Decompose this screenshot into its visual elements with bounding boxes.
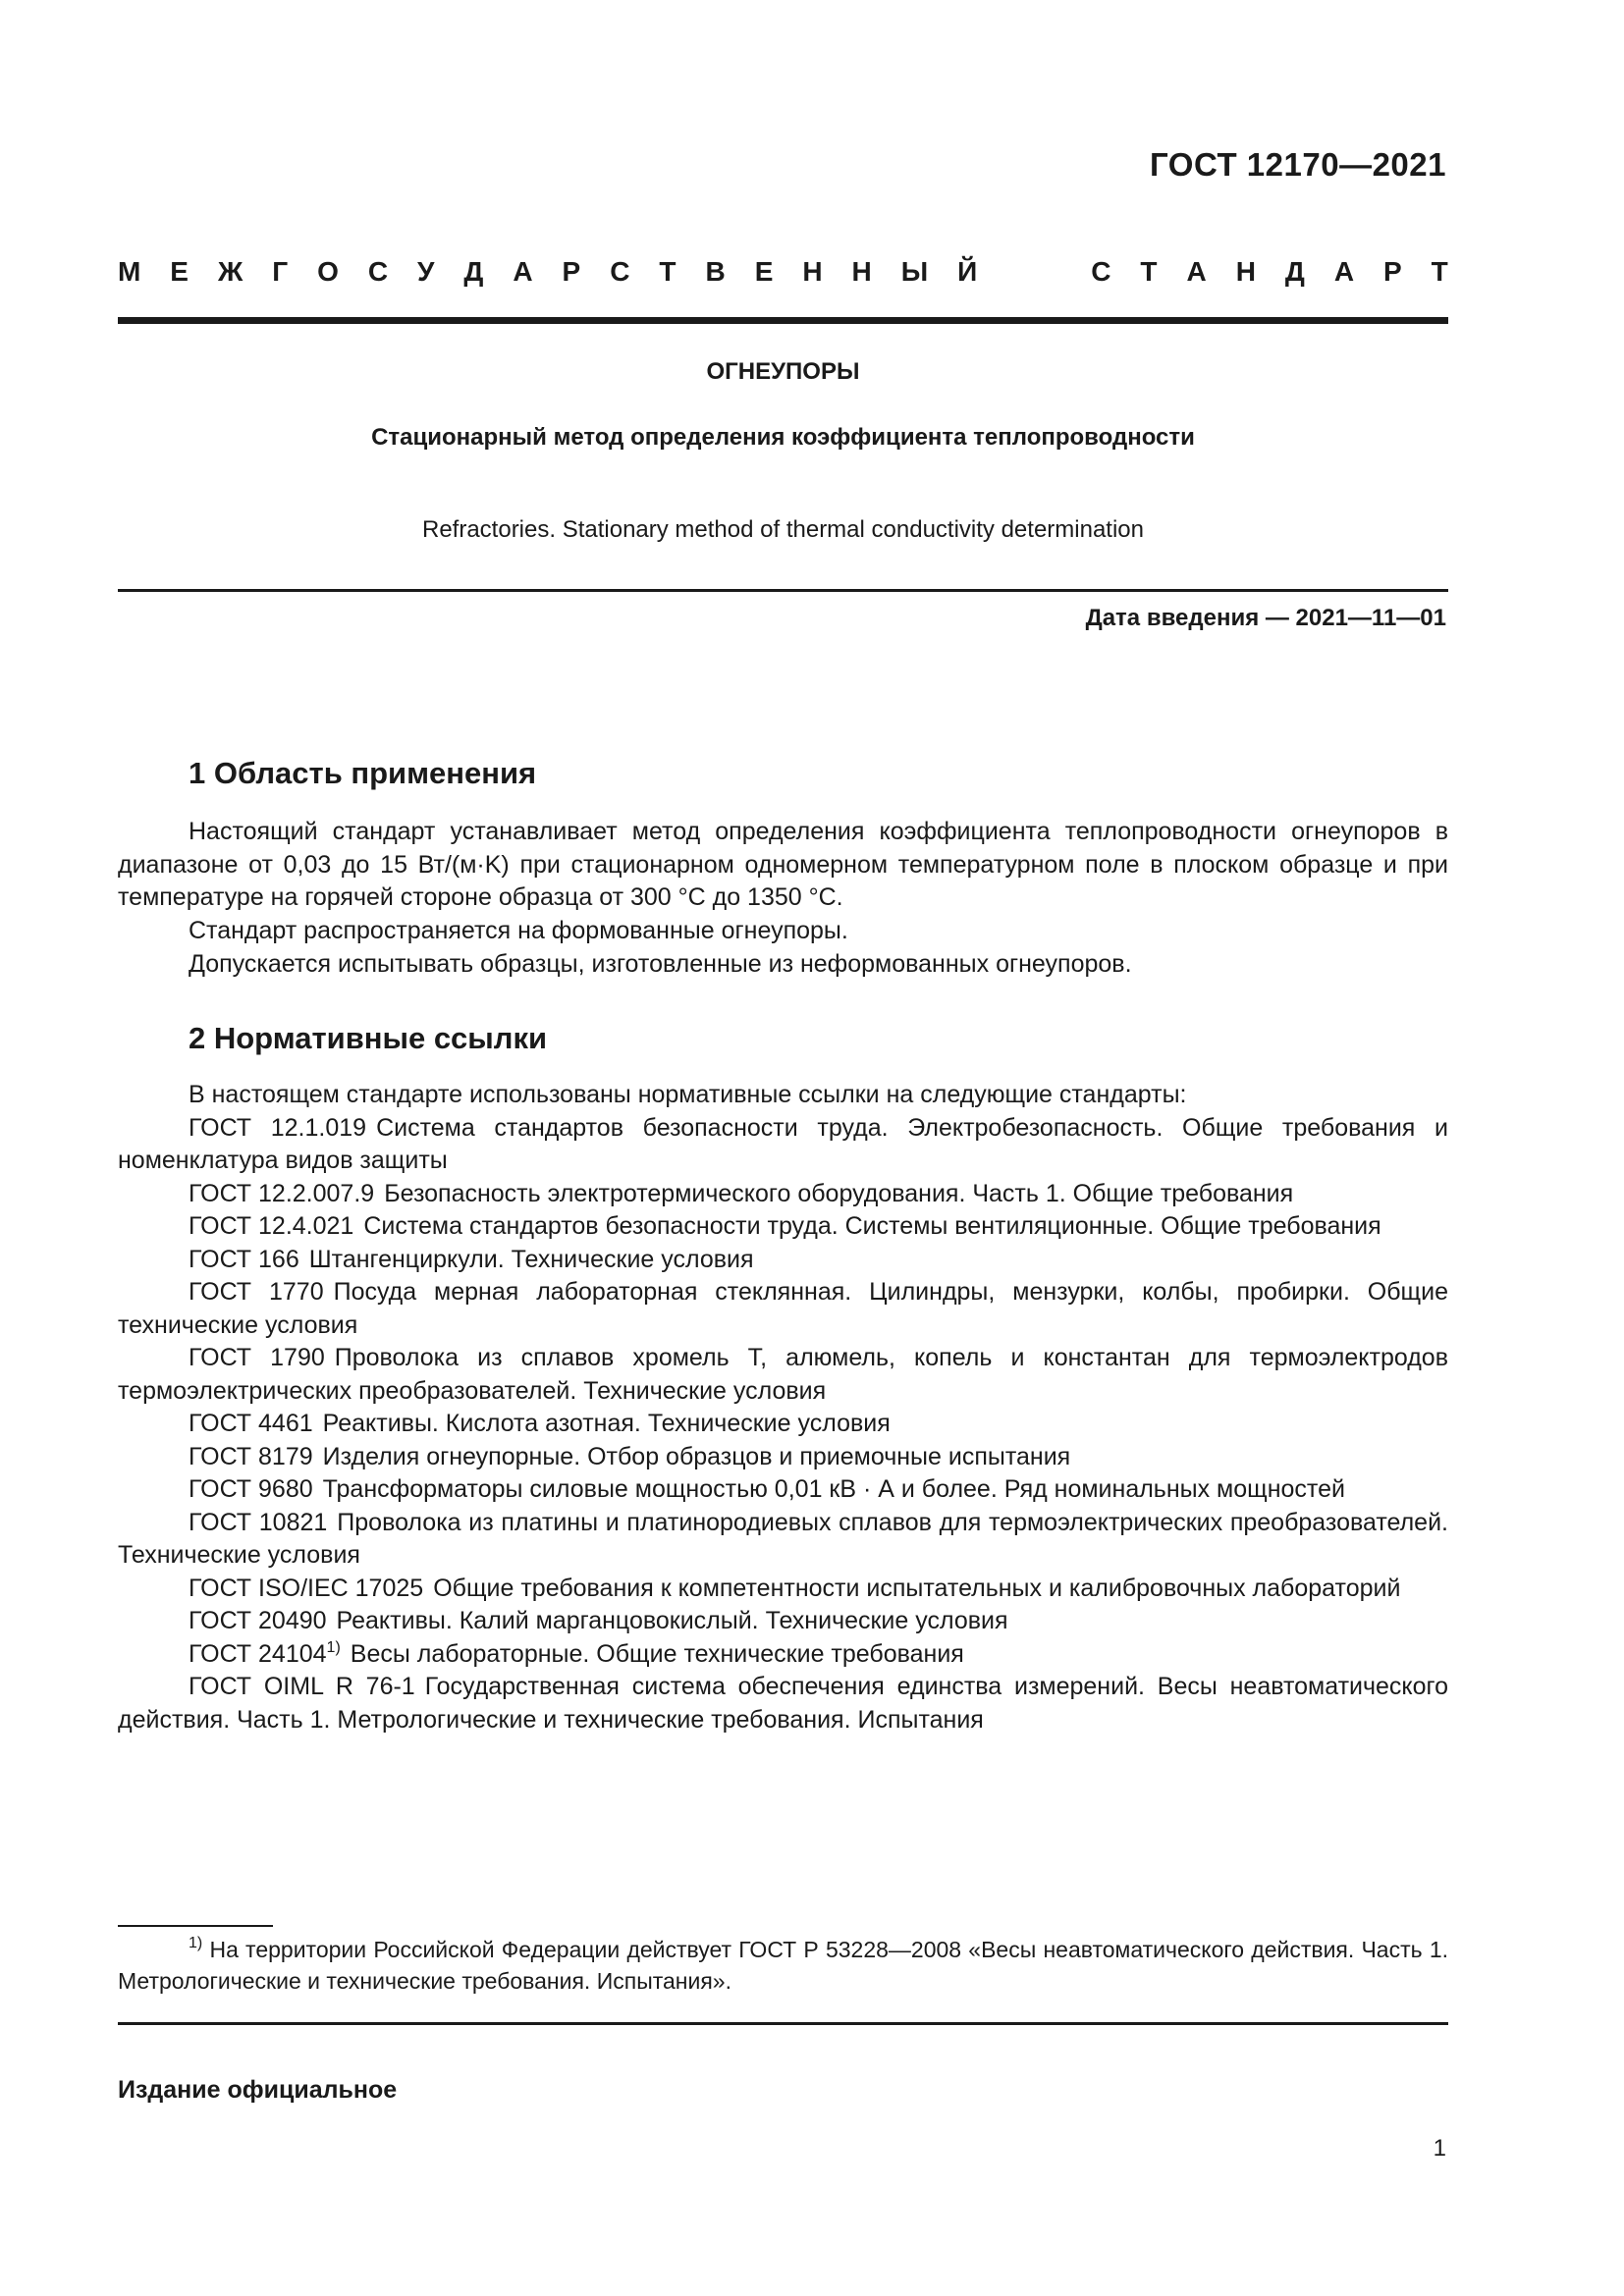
banner-letter: Е — [170, 256, 189, 287]
section-2-heading: 2 Нормативные ссылки — [189, 1021, 548, 1055]
banner-letter: Т — [1140, 256, 1158, 287]
reference-code: ГОСТ 8179 — [189, 1442, 313, 1470]
document-number: ГОСТ 12170—2021 — [1150, 146, 1446, 183]
reference-title: Реактивы. Калий марганцовокислый. Технические условия — [336, 1607, 1008, 1634]
reference-title: Государственная система обеспечения единства измерений. Весы неавтоматического действия. Часть 1. Метрологические и технические требования. Испытания — [118, 1673, 1449, 1734]
banner-letter: Ж — [217, 256, 244, 287]
introduction-date: Дата введения — 2021—11—01 — [1085, 605, 1446, 631]
banner-letter: С — [610, 256, 630, 287]
banner-letter: А — [1186, 256, 1207, 287]
document-subtitle: Стационарный метод определения коэффициента теплопроводности — [371, 424, 1195, 451]
banner-letter: С — [367, 256, 389, 287]
banner-letter: А — [513, 256, 533, 287]
reference-title: Реактивы. Кислота азотная. Технические условия — [322, 1410, 891, 1437]
reference-item — [118, 1473, 1448, 1507]
reference-title: Система стандартов безопасности труда. Электробезопасность. Общие требования и номенклатура видов защиты — [118, 1113, 1448, 1174]
reference-code: ГОСТ 12.1.019 — [189, 1113, 367, 1142]
reference-item — [118, 1573, 1448, 1606]
reference-item — [118, 1112, 1448, 1178]
reference-title: Система стандартов безопасности труда. Системы вентиляционные. Общие требования — [363, 1212, 1381, 1240]
reference-code: ГОСТ 20490 — [189, 1607, 327, 1634]
banner-letter: Д — [463, 256, 484, 287]
reference-title: Посуда мерная лабораторная стеклянная. Цилиндры, мензурки, колбы, пробирки. Общие технические условия — [118, 1278, 1448, 1339]
reference-code: ГОСТ 4461 — [189, 1410, 313, 1437]
banner-letter: Д — [1284, 256, 1305, 287]
footnote-separator — [118, 1925, 273, 1927]
page-number: 1 — [1433, 2135, 1446, 2162]
reference-title: Безопасность электротермического оборудования. Часть 1. Общие требования — [384, 1179, 1294, 1207]
reference-title: Изделия огнеупорные. Отбор образцов и приемочные испытания — [322, 1442, 1071, 1470]
reference-item — [118, 1605, 1448, 1638]
banner-letter: Н — [851, 256, 872, 287]
document-title: ОГНЕУПОРЫ — [706, 358, 860, 385]
footnote — [118, 1934, 1448, 1997]
section-1-paragraph: Настоящий стандарт устанавливает метод определения коэффициента теплопроводности огнеупоров в диапазоне от 0,03 до 15 Вт/(м·K) при стационарном одномерном температурном поле в плоском образце и при температуре на горячей стороне образца от 300 °С до 1350 °С. — [118, 818, 1448, 911]
official-edition-label: Издание официальное — [118, 2076, 398, 2104]
reference-title: Проволока из платины и платинородиевых сплавов для термоэлектрических преобразователей. Технические условия — [118, 1508, 1449, 1569]
reference-code: ГОСТ 1790 — [189, 1344, 325, 1371]
reference-code: ГОСТ 166 — [189, 1245, 299, 1273]
reference-title: Общие требования к компетентности испытательных и калибровочных лабораторий — [433, 1574, 1401, 1602]
banner-letter: Т — [1431, 256, 1448, 287]
section-1-paragraph: Стандарт распространяется на формованные огнеупоры. — [189, 917, 848, 944]
reference-item — [118, 1178, 1448, 1211]
reference-title: Штангенциркули. Технические условия — [308, 1245, 754, 1273]
banner-letter: Ы — [900, 256, 929, 287]
reference-code: ГОСТ 1770 — [189, 1278, 324, 1306]
reference-item — [118, 1408, 1448, 1441]
reference-title: Трансформаторы силовые мощностью 0,01 кВ · А и более. Ряд номинальных мощностей — [322, 1475, 1345, 1503]
banner-letter: Р — [562, 256, 581, 287]
reference-item — [118, 1342, 1448, 1408]
banner-letter: Н — [1235, 256, 1256, 287]
reference-code: ГОСТ ISO/IEC 17025 — [189, 1574, 424, 1602]
reference-code: ГОСТ 12.2.007.9 — [189, 1179, 375, 1207]
section-1-heading: 1 Область применения — [189, 756, 537, 790]
footer-rule — [118, 2022, 1448, 2025]
banner-letter: А — [1333, 256, 1355, 287]
banner-letter: Р — [1383, 256, 1402, 287]
header-thick-rule — [118, 317, 1448, 324]
banner-letter: Т — [659, 256, 677, 287]
banner-letter: Г — [272, 256, 289, 287]
reference-code: ГОСТ 24104 — [189, 1639, 327, 1668]
reference-title: Весы лабораторные. Общие технические требования — [350, 1639, 964, 1668]
banner-letter: Й — [957, 256, 978, 287]
title-divider-rule — [118, 589, 1448, 592]
footnote-marker[interactable]: 1) — [326, 1638, 341, 1656]
banner-letter: Н — [802, 256, 823, 287]
section-1-paragraph: Допускается испытывать образцы, изготовленные из неформованных огнеупоров. — [189, 950, 1132, 978]
banner-letter: С — [1091, 256, 1111, 287]
reference-item — [118, 1210, 1448, 1244]
banner-letter: Е — [754, 256, 774, 287]
reference-item — [118, 1507, 1448, 1573]
footnote-marker: 1) — [189, 1935, 203, 1951]
banner-letter: В — [705, 256, 726, 287]
reference-item — [118, 1638, 1448, 1672]
references-intro: В настоящем стандарте использованы нормативные ссылки на следующие стандарты: — [189, 1081, 1187, 1108]
document-title-english: Refractories. Stationary method of thermal conductivity determination — [421, 516, 1144, 543]
reference-item — [118, 1671, 1448, 1736]
reference-item — [118, 1276, 1448, 1342]
banner-letter: У — [417, 256, 435, 287]
reference-title: Проволока из сплавов хромель Т, алюмель, копель и константан для термоэлектродов термоэлектрических преобразователей. Технические условия — [118, 1344, 1448, 1405]
reference-code: ГОСТ OIML R 76-1 — [189, 1673, 415, 1700]
interstate-standard-banner — [118, 252, 1448, 292]
reference-item — [118, 1244, 1448, 1277]
reference-code: ГОСТ 9680 — [189, 1475, 313, 1503]
normative-references-list — [118, 1079, 1448, 1736]
banner-letter: М — [118, 256, 141, 287]
reference-code: ГОСТ 12.4.021 — [189, 1212, 354, 1240]
footnote-text: На территории Российской Федерации действует ГОСТ Р 53228—2008 «Весы неавтоматического действия. Часть 1. Метрологические и технические требования. Испытания». — [118, 1937, 1449, 1994]
reference-code: ГОСТ 10821 — [189, 1508, 328, 1536]
banner-letter: О — [317, 256, 339, 287]
reference-item — [118, 1441, 1448, 1474]
